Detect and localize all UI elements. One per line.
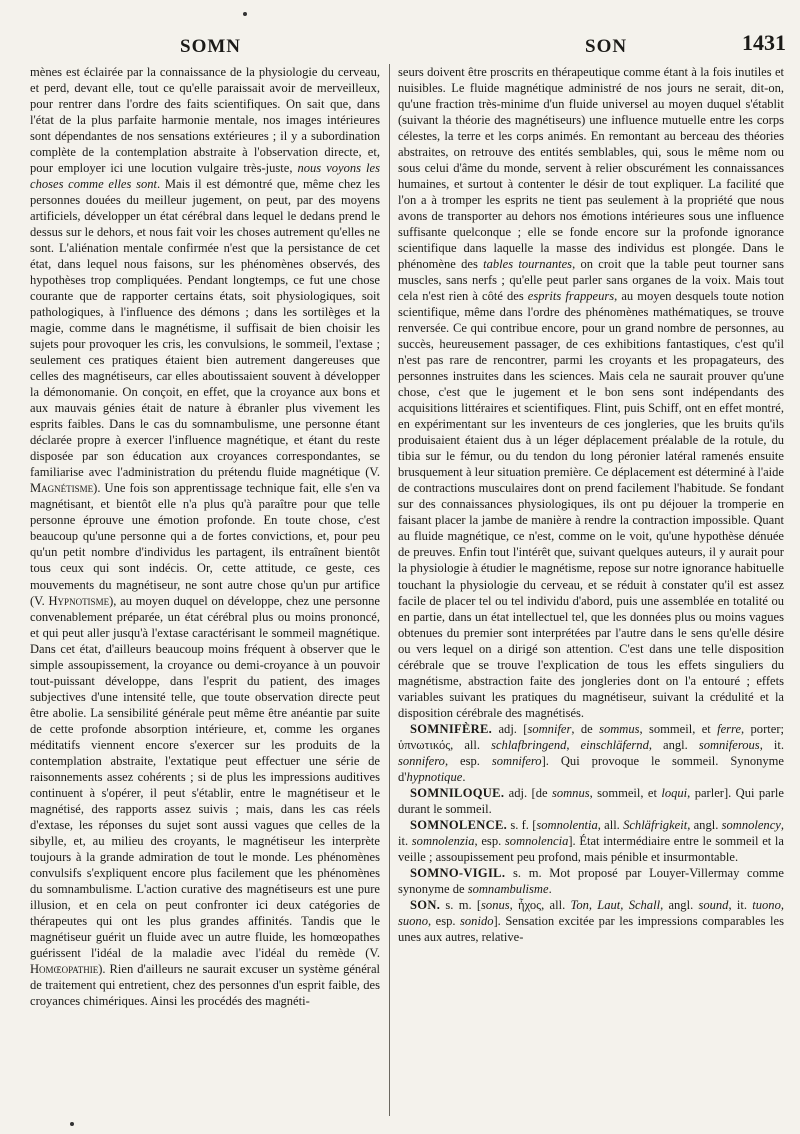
entry-somniloque: SOMNILOQUE. adj. [de somnus, sommeil, et loqui, parler]. Qui parle durant le sommeil. <box>398 785 784 816</box>
entry-somnifere: SOMNIFÈRE. adj. [somnifer, de sommus, sommeil, et ferre, porter; ὑπνωτικός, all. schlafbringend, einschläfernd, angl. somniferous, it. sonnifero, esp. somnifero]. Qui provoque le sommeil. Synonyme d'hypnotique. <box>398 721 784 784</box>
entry-headword: SOMNIFÈRE. <box>410 721 493 736</box>
entry-somno-vigil: SOMNO-VIGIL. s. m. Mot proposé par Louyer-Villermay comme synonyme de somnambulisme. <box>398 865 784 896</box>
entry-headword: SON. <box>410 897 441 912</box>
entry-headword: SOMNILOQUE. <box>410 785 505 800</box>
page-number: 1431 <box>742 30 786 55</box>
right-running-head: SON <box>585 36 628 57</box>
entry-somnolence: SOMNOLENCE. s. f. [somnolentia, all. Schläfrigkeit, angl. somnolency, it. somnolenzia, esp. somnolencia]. État intermédiaire entre le sommeil et la veille ; assoupissement peu profond, mais pénible et insurmontable. <box>398 817 784 864</box>
page-header <box>30 30 786 62</box>
entry-son: SON. s. m. [sonus, ἦχος, all. Ton, Laut, Schall, angl. sound, it. tuono, suono, esp. sonido]. Sensation excitée par les impressions comparables les unes aux autres, relative- <box>398 897 784 944</box>
entry-headword: SOMNOLENCE. <box>410 817 508 832</box>
print-speck-mark <box>70 1122 74 1126</box>
print-speck-mark <box>243 12 247 16</box>
left-running-head: SOMN <box>180 36 241 57</box>
right-column <box>398 64 784 1124</box>
column-divider <box>389 64 390 1116</box>
left-column-paragraph: mènes est éclairée par la connaissance de la physiologie du cerveau, et perd, devant elle, tout ce qu'elle paraissait avoir de merveilleux, pour rentrer dans l'ordre des faits scientifiques. On sait que, dans l'état de la plus parfaite harmonie mentale, nos images intérieures sont dépendantes de nos sensations extérieures ; il y a subordination complète de la contemplation abstraite à l'observation directe, et, pour employer ici une locution vulgaire très-juste, nous voyons les choses comme elles sont. Mais il est démontré que, même chez les personnes douées du meilleur jugement, on peut, par des moyens artificiels, développer un état cérébral dans lequel le dedans prend le dessus sur le dehors, et nous fait voir les choses autrement qu'elles ne sont. L'aliénation mentale confirmée n'est que la persistance de cet état, dans lequel nous faisons, sur les phénomènes observés, des hypothèses trop compliquées. Pendant longtemps, ce fut une chose courante que de rapporter certains états, soit physiologiques, soit pathologiques, à l'influence des démons ; dans les sortilèges et la magie, comme dans le magnétisme, il suffisait de bien choisir les sujets pour provoquer les cris, les convulsions, le sommeil, l'extase ; seulement ces pratiques étaient bien autrement dangereuses que celles des magnétiseurs, car elles aboutissaient souvent à développer la démonomanie. On conçoit, en effet, que la croyance aux bons et aux mauvais génies était de nature à ébranler plus vivement les esprits faibles. Dans le cas du somnambulisme, une personne étant déclarée propre à exercer l'influence magnétique, et étant du reste disposée par son éducation aux croyances correspondantes, se familiarise avec l'administration du prétendu fluide magnétique (V. Magnétisme). Une fois son apprentissage technique fait, elle s'en va magnétisant, et bientôt elle n'a plus qu'à paraître pour que telle personne éprouve une émotion profonde. En toute chose, c'est beaucoup qu'une personne qui a de fortes convictions, et, pour peu qu'un petit nombre d'individus les partagent, ils entraînent bientôt tous ceux qui sont indécis. Or, cette attitude, ce geste, ces mouvements du magnétiseur, ne sont autre chose qu'un pur artifice (V. Hypnotisme), au moyen duquel on développe, chez une personne convenablement préparée, un état cérébral plus ou moins prononcé, et qui peut aller jusqu'à l'extase caractérisant le sommeil magnétique. Dans cet état, d'ailleurs beaucoup moins fréquent à observer que le simple assoupissement, la croyance ou demi-croyance à un pouvoir tout-puissant développe, dans l'esprit du patient, des images subjectives d'une intensité telle, que toute observation directe peut être abolie. La sensibilité générale peut même être anéantie par suite de cette profonde absorption intérieure, et, comme les organes méditatifs viennent encore s'exercer sur les produits de la contemplation abstraite, l'extatique peut effectuer une série de raisonnements assez cohérents ; si de plus les impressions auditives continuent à s'opérer, il peut s'établir, entre le magnétiseur et le magnétisé, des rapports assez suivis ; mais, dans les cas réels d'extase, les réponses du sujet sont aussi vagues que celles de la sibylle, et, au milieu des croyants, le magnétiseur les interprète toujours à la grande admiration de tout le monde. Les phénomènes convulsifs s'expliquent encore plus facilement que les phénomènes du somnambulisme. L'action curative des magnétiseurs est une pure illusion, et en cela on peut confronter ici deux catégories de thérapeutes qui ont les plus grandes affinités. Tandis que le magnétiseur guérit un fluide avec un autre fluide, les homœopathes guérissent l'idéal de la maladie avec l'idéal du remède (V. Homœopathie). Rien d'ailleurs ne saurait excuser un système général de traitement qui entretient, chez des personnes d'un esprit faible, des croyances chimériques. Ainsi les procédés des magnéti- <box>30 65 380 1008</box>
left-column <box>30 64 380 1124</box>
entry-headword: SOMNO-VIGIL. <box>410 865 506 880</box>
right-column-paragraph: seurs doivent être proscrits en thérapeutique comme étant à la fois inutiles et nuisibles. Le fluide magnétique administré de nos jours ne serait, dit-on, qu'une fraction très-minime d'un fluide universel au moyen duquel s'établit (suivant la théorie des magnétiseurs) une influence mutuelle entre les corps célestes, la terre et les corps animés. En remontant au berceau des théories abstraites, on retrouve des entités semblables, qui, sous le même nom ou sous celui d'âme du monde, servent à relier obscurément les connaissances humaines, et surtout à contenter le désir de tout expliquer. La facilité que l'on a à tromper les esprits ne tient pas seulement à la propriété que nous avons de transporter au dehors nos émotions intérieures sous une influence suffisante quelconque ; elle se fonde encore sur la profonde ignorance scientifique dans laquelle la masse des individus est plongée. Dans le phénomène des tables tournantes, on croit que la table peut tourner sans muscles, sans nerfs ; qu'elle peut parler sans organes de la voix. Mais tout cela n'est rien à côté des esprits frappeurs, au moyen desquels toute notion scientifique, même dans l'ordre des phénomènes mathématiques, se trouve renversée. Ce qui contribue encore, pour un grand nombre de personnes, au succès, heureusement passager, de ces exhibitions fantastiques, c'est qu'il n'est pas rare de rencontrer, parmi les croyants et les propagateurs, des personnes instruites dans les sciences. Mais cela ne saurait prouver qu'une chose, c'est que le jugement et le bon sens sont indépendants des acquisitions littéraires et scientifiques. Flint, puis Schiff, ont en effet montré, en expérimentant sur les inventeurs de ces jongleries, que les bruits qu'ils produisaient étaient dus à un léger déplacement préalable de la rotule, du tibia sur le fémur, ou du tendon du long péronier latéral ramenés ensuite brusquement à leur situation première. Ce déplacement est déterminé à l'aide de contractions musculaires dont on prend facilement l'habitude. Se fondant sur des connaissances physiologiques, ils ont pu déjouer la tromperie en faisant placer la jambe de manière à rendre la contraction impossible. Quant au fluide magnétique, ce n'est, comme on le voit, qu'une hypothèse dénuée de preuves. Enfin tout l'intérêt que, suivant quelques auteurs, il y aurait pour la physiologie à étudier le magnétisme, repose sur notre ignorance habituelle touchant la physiologie du cerveau, et se réduit à constater qu'il est assez facile de placer tel ou tel individu d'abord, puis une assemblée en totalité ou en partie, dans un état intellectuel tel, que les données plus ou moins vagues obtenues du premier sont interprétées par l'autre dans le sens qu'elle désire ou vers lequel on a dirigé son attention. C'est dans une telle disposition cérébrale que se trouve l'explication de tous les effets singuliers du magnétisme, abstraction faite des jongleries dont on l'a entouré ; effets variables suivant les pratiques du magnétiseur, suivant la crédulité et la disposition cérébrale des magnétisés. <box>398 65 784 720</box>
